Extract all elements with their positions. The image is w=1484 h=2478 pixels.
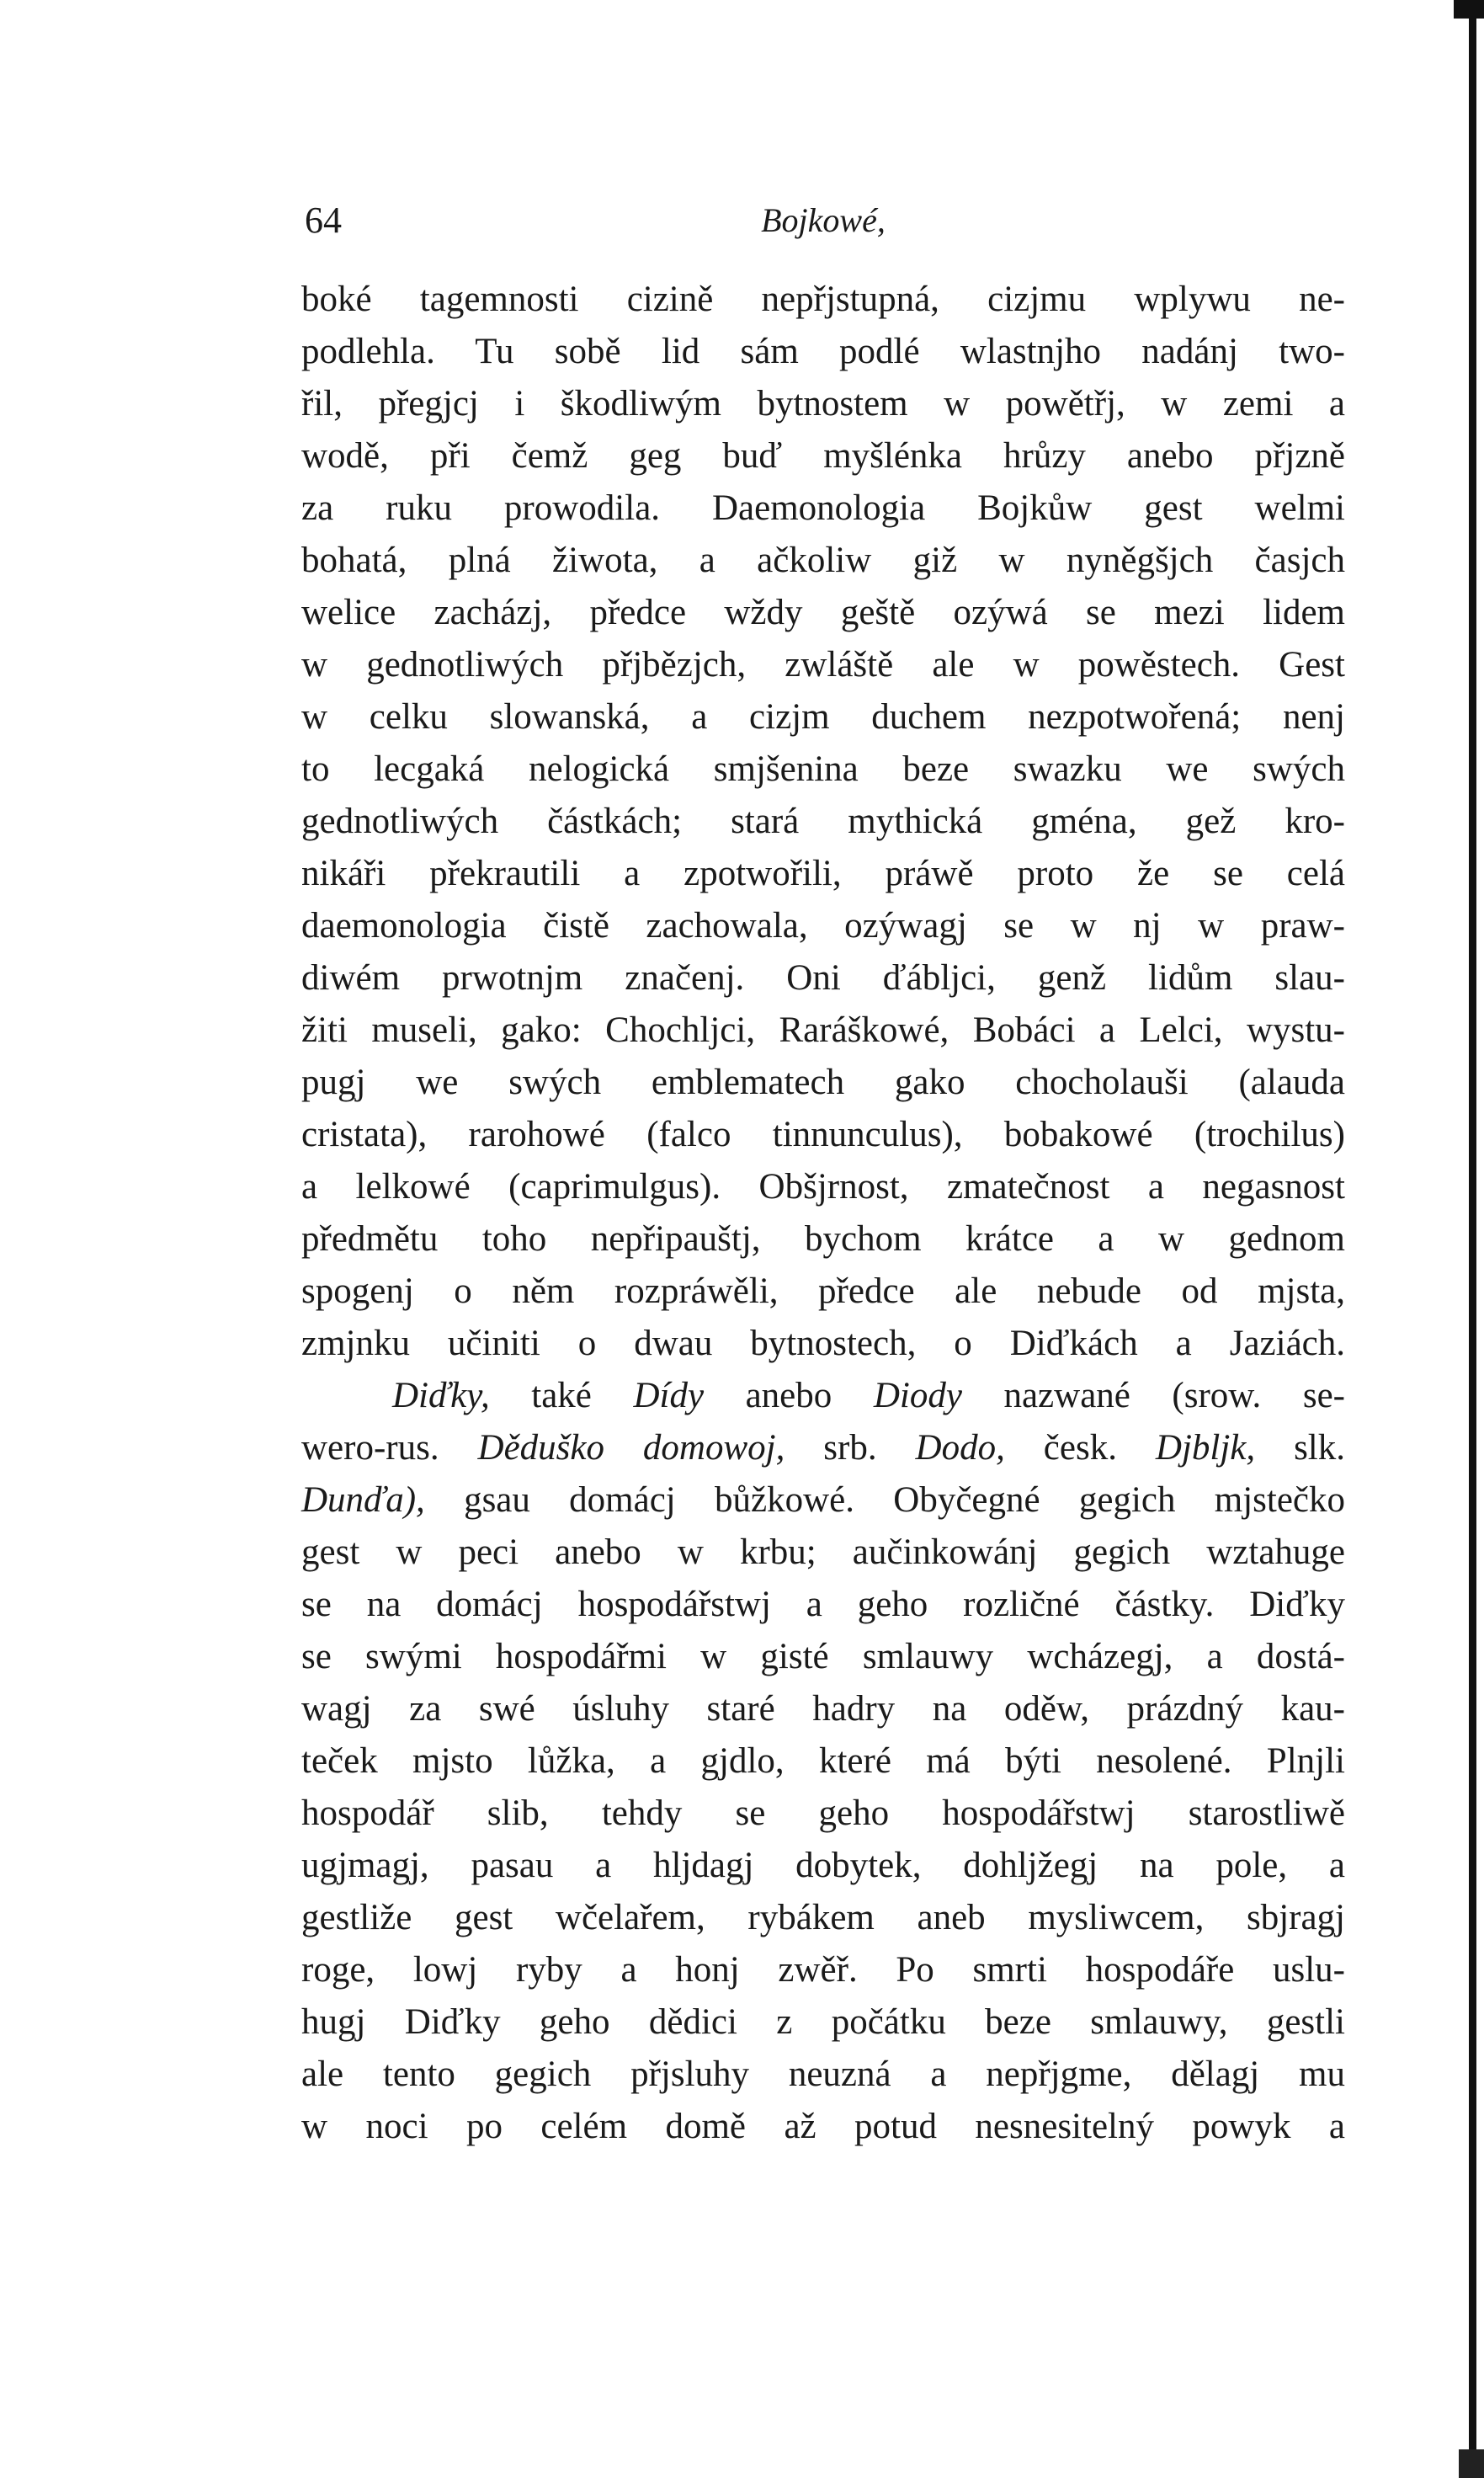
text-line: welice zacházj, předce wždy geště ozýwá se mezi lidem xyxy=(301,593,1345,632)
text-line: podlehla. Tu sobě lid sám podlé wlastnjho nadánj two- xyxy=(301,332,1345,371)
text-line: daemonologia čistě zachowala, ozýwagj se w nj w praw- xyxy=(301,906,1345,946)
text-line: se swými hospodářmi w gisté smlauwy wcházegj, a dostá- xyxy=(301,1637,1345,1676)
term-diody: Diody xyxy=(873,1376,962,1415)
text-line: wodě, při čemž geg buď myšlénka hrůzy anebo přjzně xyxy=(301,436,1345,476)
term-djbljk: Djbljk, xyxy=(1155,1428,1256,1468)
text-line: w noci po celém domě až potud nesnesitelný powyk a xyxy=(301,2107,1345,2146)
text-line-with-terms xyxy=(301,1474,1345,1527)
text-line: za ruku prowodila. Daemonologia Bojkůw gest welmi xyxy=(301,488,1345,528)
paragraph-opening-line xyxy=(301,1370,1345,1422)
text-line: a lelkowé (caprimulgus). Obšjrnost, zmatečnost a negasnost xyxy=(301,1167,1345,1207)
term-dedusko-domowoj: Děduško domowoj, xyxy=(477,1428,785,1468)
text-line: hospodář slib, tehdy se geho hospodářstwj starostliwě xyxy=(301,1793,1345,1833)
text-line: gestliže gest wčelařem, rybákem aneb mysliwcem, sbjragj xyxy=(301,1898,1345,1937)
text-line: boké tagemnosti cizině nepřjstupná, cizjmu wplywu ne- xyxy=(301,280,1345,319)
text-line: wagj za swé úsluhy staré hadry na oděw, prázdný kau- xyxy=(301,1689,1345,1729)
text-run: česk. xyxy=(1004,1428,1156,1468)
text-line: gednotliwých částkách; stará mythická gména, gež kro- xyxy=(301,802,1345,841)
text-line: pugj we swých emblematech gako chocholauši (alauda xyxy=(301,1063,1345,1102)
text-line: teček mjsto lůžka, a gjdlo, které má býti nesolené. Plnjli xyxy=(301,1741,1345,1781)
text-line: předmětu toho nepřipauštj, bychom krátce a w gednom xyxy=(301,1219,1345,1259)
text-run: wero-rus. xyxy=(301,1428,478,1468)
text-line: to lecgaká nelogická smjšenina beze swazku we swých xyxy=(301,749,1345,789)
text-line: w gednotliwých přjbězjch, zwláště ale w powěstech. Gest xyxy=(301,645,1345,685)
term-dodo: Dodo, xyxy=(915,1428,1005,1468)
text-line: ugjmagj, pasau a hljdagj dobytek, dohljžegj na pole, a xyxy=(301,1846,1345,1885)
text-run: nazwané (srow. se- xyxy=(961,1376,1345,1415)
text-line: se na domácj hospodářstwj a geho rozličné částky. Diďky xyxy=(301,1585,1345,1624)
text-run: anebo xyxy=(704,1376,874,1415)
term-didy: Dídy xyxy=(633,1376,705,1415)
text-run: gsau domácj bůžkowé. Obyčegné gegich mjstečko xyxy=(424,1480,1345,1520)
edge-foot xyxy=(1459,2449,1484,2478)
text-line: bohatá, plná žiwota, a ačkoliw giž w nyněgšjch časjch xyxy=(301,541,1345,580)
text-run: slk. xyxy=(1255,1428,1345,1468)
text-line: ale tento gegich přjsluhy neuzná a nepřjgme, dělagj mu xyxy=(301,2054,1345,2094)
text-line: řil, přegjcj i škodliwým bytnostem w powětřj, w zemi a xyxy=(301,384,1345,424)
scan-edge xyxy=(1454,0,1484,2478)
page-header xyxy=(305,195,1342,246)
text-line: nikáři překrautili a zpotwořili, práwě proto že se celá xyxy=(301,854,1345,893)
term-dunda: Dunďa), xyxy=(301,1480,425,1520)
term-didky: Diďky, xyxy=(392,1376,490,1415)
text-line: w celku slowanská, a cizjm duchem nezpotwořená; nenj xyxy=(301,697,1345,737)
page-number: 64 xyxy=(305,200,342,241)
text-line: diwém prwotnjm značenj. Oni ďáblјci, genž lidům slau- xyxy=(301,958,1345,998)
page-text xyxy=(301,274,1345,2153)
text-line: žiti museli, gako: Chochljci, Raráškowé, Bobáci a Lelci, wystu- xyxy=(301,1010,1345,1050)
text-line-paragraph-end: zmjnku učiniti o dwau bytnostech, o Diďkách a Jaziách. xyxy=(301,1324,1345,1363)
text-run: také xyxy=(489,1376,634,1415)
text-line: spogenj o něm rozpráwěli, předce ale nebude od mjsta, xyxy=(301,1271,1345,1311)
text-line: roge, lowj ryby a honj zwěř. Po smrti hospodáře uslu- xyxy=(301,1950,1345,1990)
text-run: srb. xyxy=(785,1428,916,1468)
running-title: Bojkowé, xyxy=(761,201,886,239)
text-line: hugj Diďky geho dědici z počátku beze smlauwy, gestli xyxy=(301,2002,1345,2042)
text-line: gest w peci anebo w krbu; aučinkowánj gegich wztahuge xyxy=(301,1532,1345,1572)
edge-line xyxy=(1469,0,1476,2478)
text-line-with-terms xyxy=(301,1422,1345,1474)
text-line: cristata), rarohowé (falco tinnunculus), bobakowé (trochilus) xyxy=(301,1115,1345,1154)
